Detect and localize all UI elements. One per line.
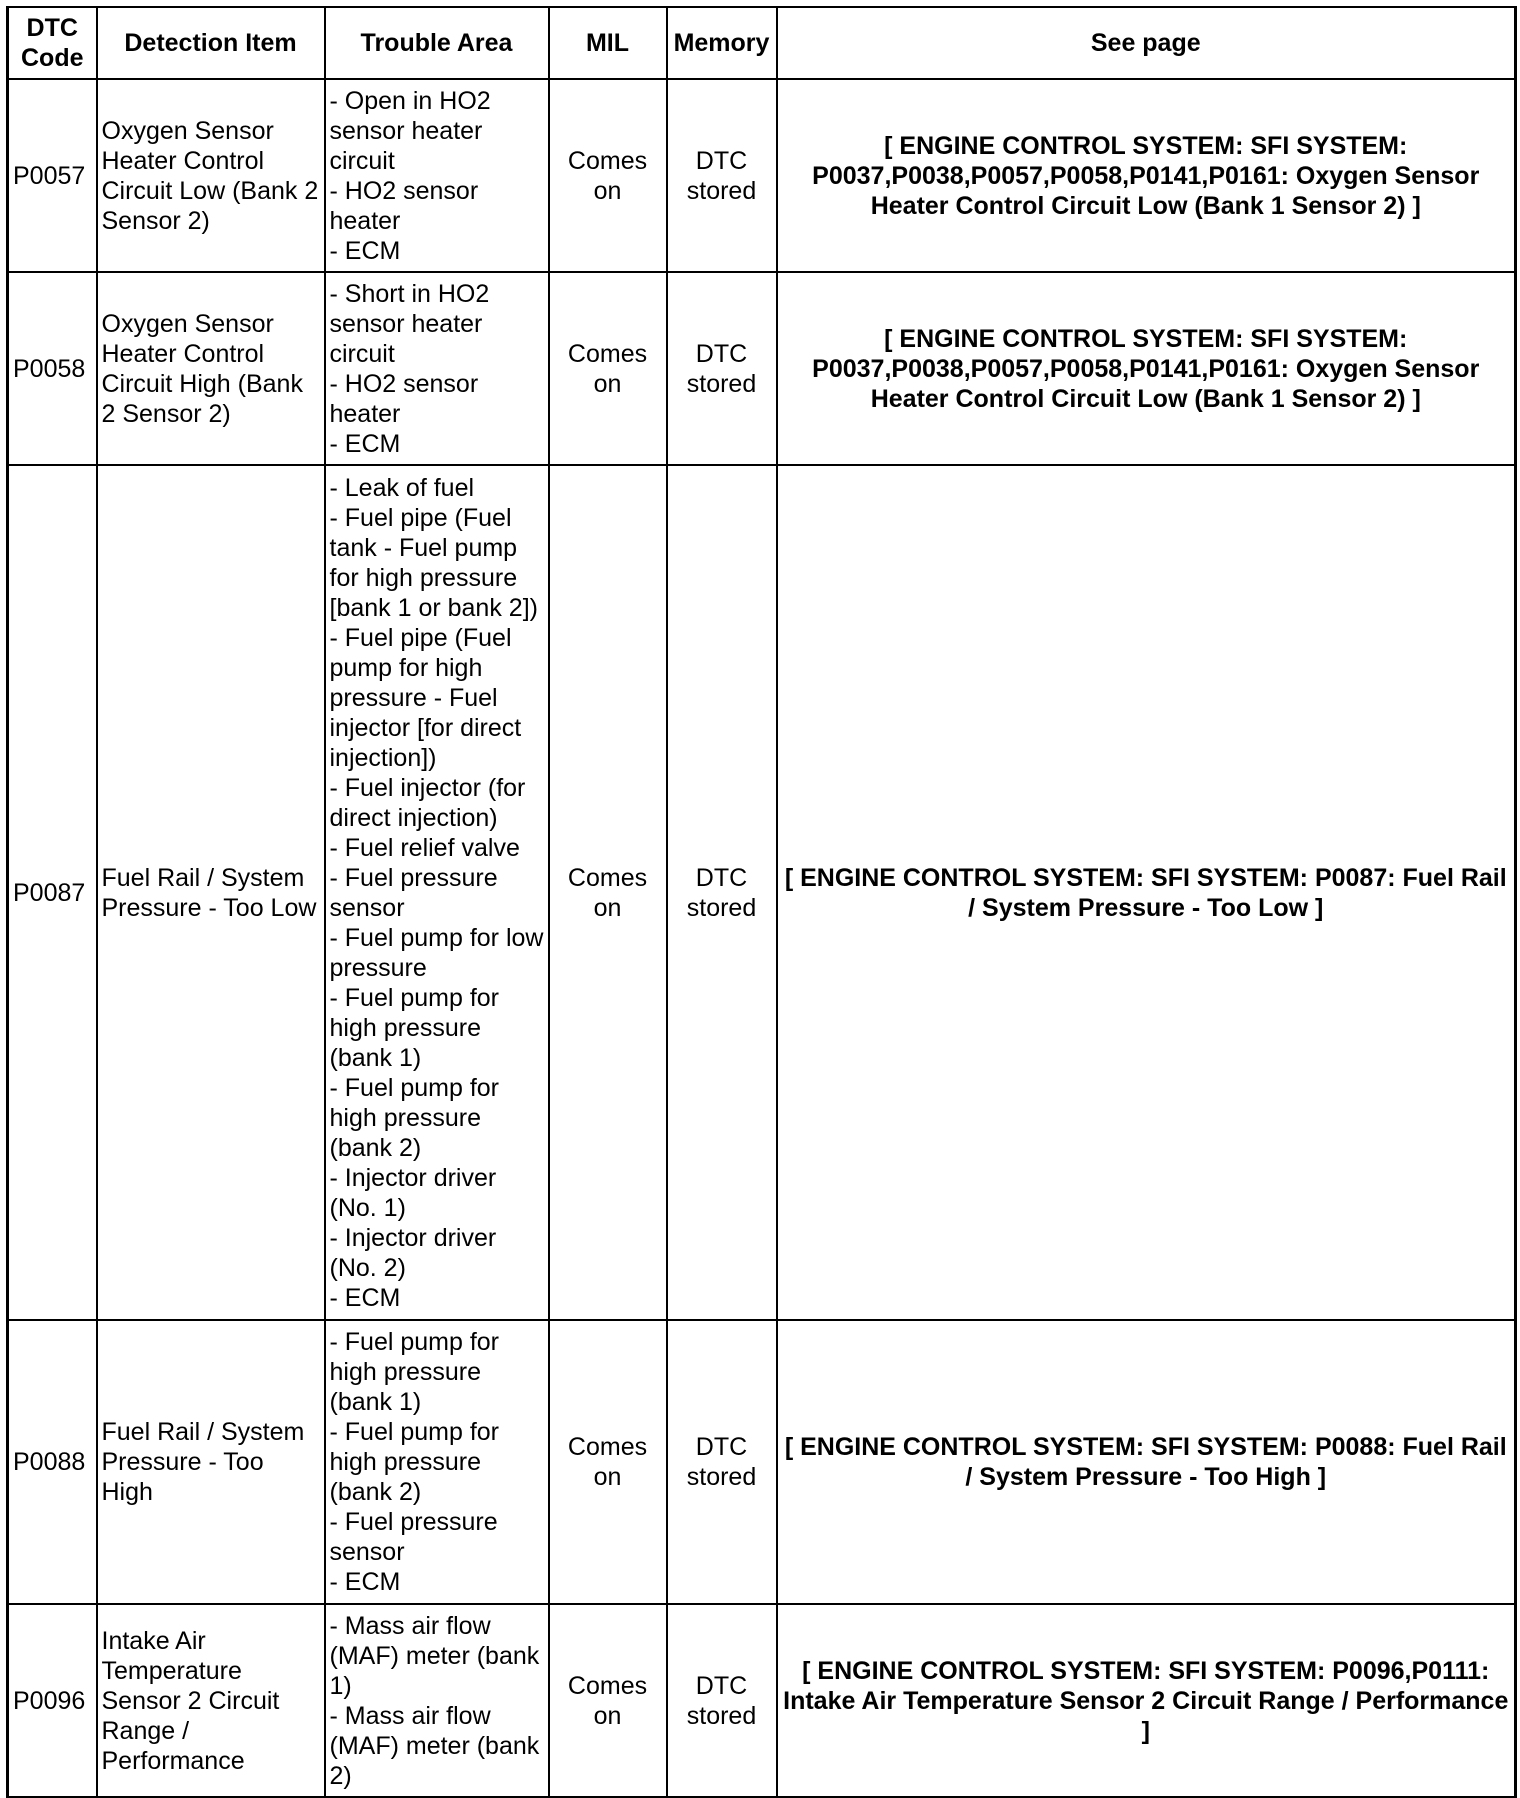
trouble-area-cell: - Fuel pump for high pressure (bank 1) - Fuel pump for high pressure (bank 2) - Fuel pressure sensor - ECM xyxy=(325,1320,549,1604)
memory-cell: DTC stored xyxy=(667,1604,777,1797)
detection-item-cell: Oxygen Sensor Heater Control Circuit Low (Bank 2 Sensor 2) xyxy=(97,79,325,272)
dtc-code-cell: P0087 xyxy=(8,465,97,1320)
table-row xyxy=(8,1604,1516,1797)
header-trouble-area: Trouble Area xyxy=(325,7,549,79)
detection-item-cell: Fuel Rail / System Pressure - Too Low xyxy=(97,465,325,1320)
dtc-code-cell: P0058 xyxy=(8,272,97,465)
see-page-link[interactable]: [ ENGINE CONTROL SYSTEM: SFI SYSTEM: P0037,P0038,P0057,P0058,P0141,P0161: Oxygen Sensor Heater Control Circuit Low (Bank 1 Sensor 2) ] xyxy=(777,272,1516,465)
header-see-page: See page xyxy=(777,7,1516,79)
detection-item-cell: Intake Air Temperature Sensor 2 Circuit Range / Performance xyxy=(97,1604,325,1797)
see-page-link[interactable]: [ ENGINE CONTROL SYSTEM: SFI SYSTEM: P0087: Fuel Rail / System Pressure - Too Low ] xyxy=(777,465,1516,1320)
header-row xyxy=(8,7,1516,79)
see-page-link[interactable]: [ ENGINE CONTROL SYSTEM: SFI SYSTEM: P0096,P0111: Intake Air Temperature Sensor 2 Circuit Range / Performance ] xyxy=(777,1604,1516,1797)
trouble-area-cell: - Open in HO2 sensor heater circuit - HO2 sensor heater - ECM xyxy=(325,79,549,272)
table-row xyxy=(8,79,1516,272)
mil-cell: Comes on xyxy=(549,1604,667,1797)
dtc-code-cell: P0088 xyxy=(8,1320,97,1604)
dtc-table xyxy=(6,6,1517,1798)
memory-cell: DTC stored xyxy=(667,465,777,1320)
table-header xyxy=(8,7,1516,79)
trouble-area-cell: - Short in HO2 sensor heater circuit - HO2 sensor heater - ECM xyxy=(325,272,549,465)
header-detection-item: Detection Item xyxy=(97,7,325,79)
detection-item-cell: Oxygen Sensor Heater Control Circuit High (Bank 2 Sensor 2) xyxy=(97,272,325,465)
detection-item-cell: Fuel Rail / System Pressure - Too High xyxy=(97,1320,325,1604)
mil-cell: Comes on xyxy=(549,1320,667,1604)
memory-cell: DTC stored xyxy=(667,1320,777,1604)
see-page-link[interactable]: [ ENGINE CONTROL SYSTEM: SFI SYSTEM: P0037,P0038,P0057,P0058,P0141,P0161: Oxygen Sensor Heater Control Circuit Low (Bank 1 Sensor 2) ] xyxy=(777,79,1516,272)
table-body xyxy=(8,79,1516,1797)
trouble-area-cell: - Leak of fuel - Fuel pipe (Fuel tank - Fuel pump for high pressure [bank 1 or bank 2]) - Fuel pipe (Fuel pump for high pressure - Fuel injector [for direct injection]) - Fuel injector (for direct injection) - Fuel relief valve - Fuel pressure sensor - Fuel pump for low pressure - Fuel pump for high pressure (bank 1) - Fuel pump for high pressure (bank 2) - Injector driver (No. 1) - Injector driver (No. 2) - ECM xyxy=(325,465,549,1320)
mil-cell: Comes on xyxy=(549,465,667,1320)
header-memory: Memory xyxy=(667,7,777,79)
see-page-link[interactable]: [ ENGINE CONTROL SYSTEM: SFI SYSTEM: P0088: Fuel Rail / System Pressure - Too High ] xyxy=(777,1320,1516,1604)
header-dtc-code: DTC Code xyxy=(8,7,97,79)
table-row xyxy=(8,272,1516,465)
header-mil: MIL xyxy=(549,7,667,79)
memory-cell: DTC stored xyxy=(667,79,777,272)
mil-cell: Comes on xyxy=(549,272,667,465)
mil-cell: Comes on xyxy=(549,79,667,272)
dtc-code-cell: P0096 xyxy=(8,1604,97,1797)
memory-cell: DTC stored xyxy=(667,272,777,465)
table-row xyxy=(8,465,1516,1320)
table-row xyxy=(8,1320,1516,1604)
trouble-area-cell: - Mass air flow (MAF) meter (bank 1) - Mass air flow (MAF) meter (bank 2) xyxy=(325,1604,549,1797)
dtc-code-cell: P0057 xyxy=(8,79,97,272)
